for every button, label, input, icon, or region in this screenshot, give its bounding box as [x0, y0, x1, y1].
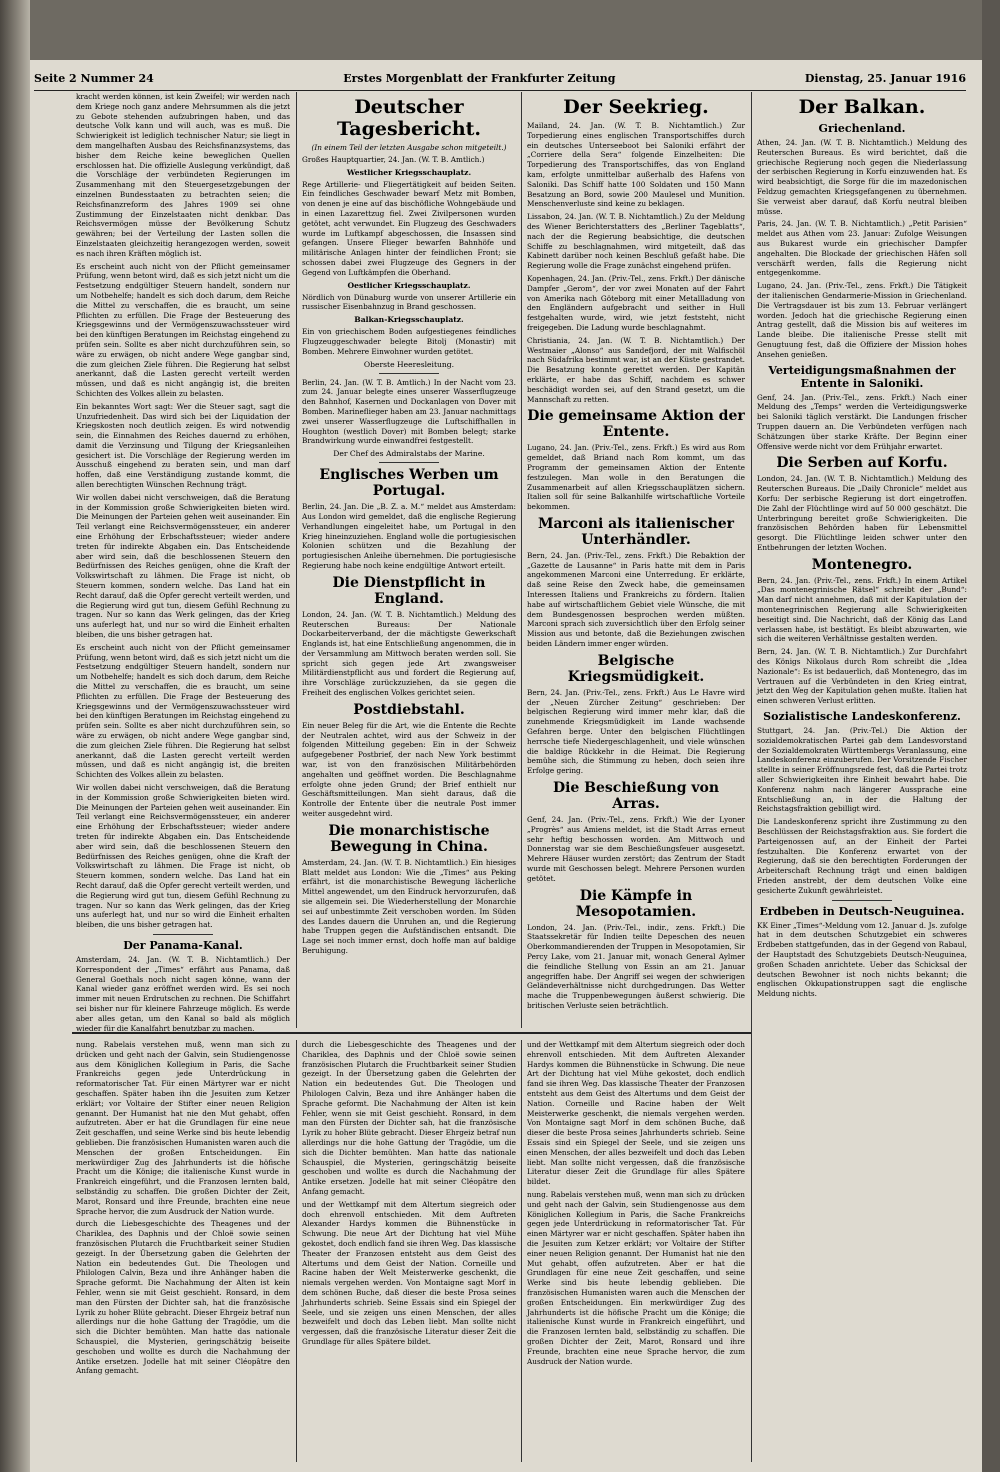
paragraph: nung. Rabelais verstehen muß, wenn man sich zu drücken und geht nach der Galvin, sein Studiengenosse aus dem Königlichen Kollegium in Paris, die Sache Frankreichs gegen jede Unterdrückung in reformatorischer Tat. Für einen Märtyrer war er nicht geschaffen. Später haben ihn die Jesuiten zum Ketzer erklärt; vor Voltaire der Stifter einer neuen Religion genannt. Der Humanist hat nie den Mut gehabt, offen aufzutreten. Aber er hat die Grundlagen für eine neue Zeit geschaffen, und seine Werke sind bis heute lebendig geblieben. Die französischen Humanisten waren auch die Menschen der großen Entscheidungen. Ein merkwürdiger Zug des Jahrhunderts ist die höfische Pracht um die Könige; die italienische Kunst wurde in Frankreich eingeführt, und die Franzosen lernten bald, selbständig zu schaffen. Die großen Dichter der Zeit, Marot, Ronsard und ihre Freunde, brachten eine neue Sprache hervor, die zum Ausdruck der Nation wurde. [76, 1040, 290, 1216]
paragraph: Ein neuer Beleg für die Art, wie die Entente die Rechte der Neutralen achtet, wird aus der Schweiz in der folgenden Mitteilung gegeben: Ein in der Schweiz aufgegebener Postbrief, der nach New York bestimmt war, ist von den französischen Militärbehörden angehalten und geöffnet worden. Die Beschlagnahme erfolgte ohne jeden Grund; der Brief enthielt nur Geschäftsmitteilungen. Man sieht daraus, daß die Kontrolle der Entente über die neutrale Post immer weiter ausgedehnt wird. [302, 720, 516, 819]
column-1 [76, 92, 290, 1033]
paragraph: Wir wollen dabei nicht verschweigen, daß die Beratung in der Kommission große Schwierigkeiten bieten wird. Die Meinungen der Parteien gehen weit auseinander. Ein Teil verlangt eine Reichsvermögenssteuer, ein anderer eine Erhöhung der Erbschaftssteuer; wieder andere treten für indirekte Abgaben ein. Das Entscheidende aber wird sein, daß die beschlossenen Steuern den Bedürfnissen des Reiches genügen, ohne die Kraft der Volkswirtschaft zu lähmen. Die Frage ist nicht, ob Steuern kommen, sondern welche. Das Land hat ein Recht darauf, daß die Opfer gerecht verteilt werden, und die Regierung wird gut tun, diesem Gefühl Rechnung zu tragen. Nur so kann das Werk gelingen, das der Krieg uns auferlegt hat, und nur so wird die Einheit erhalten bleiben, die uns bisher getragen hat. [76, 492, 290, 640]
paragraph: und der Wettkampf mit dem Altertum siegreich oder doch ehrenvoll entschieden. Mit dem Auftreten Alexander Hardys kommen die Bühnenstücke in Schwung. Die neue Art der Dichtung hat viel Mühe gekostet, doch endlich fand sie ihren Weg. Das klassische Theater der Franzosen entsteht aus dem Geist des Altertums und dem Geist der Nation. Corneille und Racine haben der Welt Meisterwerke geschenkt, die niemals vergehen werden. Von Montaigne sagt Morf in dem schönen Buche, daß dieser die beste Prosa seines Jahrhunderts schrieb. Seine Essais sind ein Spiegel der Seele, und sie zeigen uns einen Menschen, der alles bezweifelt und doch das Leben liebt. Man sollte nicht vergessen, daß die französische Literatur dieser Zeit die Grundlage für alles Spätere bildet. [302, 1199, 516, 1346]
feuilleton-col-3 [527, 1040, 745, 1460]
paragraph: Paris, 24. Jan. (W. T. B. Nichtamtlich.) „Petit Parisien“ meldet aus Athen vom 23. Januar: Zufolge Weisungen aus Bukarest wurde ein griechischer Dampfer angehalten. Die Blockade der griechischen Häfen soll verschärft werden, falls die Regierung nicht entgegenkomme. [757, 219, 967, 278]
column-3 [527, 92, 745, 1028]
section-heading: Balkan-Kriegsschauplatz. [354, 315, 464, 325]
paragraph: Bern, 24. Jan. (Priv.-Tel., zens. Frkft.) Aus Le Havre wird der „Neuen Zürcher Zeitung“ geschrieben: Der belgischen Regierung wird immer mehr klar, daß die zunehmende Kriegsmüdigkeit im Lande wachsende Gefahren berge. Unter den belgischen Flüchtlingen herrsche tiefe Niedergeschlagenheit, und viele wünschen die baldige Rückkehr in die Heimat. Die Regierung bemühe sich, die Stimmung zu heben, doch seien ihre Erfolge gering. [527, 687, 745, 776]
article-title: Erdbeben in Deutsch-Neuguinea. [759, 904, 965, 918]
article-title: Deutscher Tagesbericht. [336, 96, 482, 140]
article-title: Die monarchistische Bewegung in China. [328, 822, 490, 855]
book-spine [0, 0, 30, 1472]
article-title: Sozialistische Landeskonferenz. [763, 710, 961, 724]
article-title: Englisches Werben um Portugal. [319, 467, 499, 500]
article-title: Der Panama-Kanal. [123, 938, 243, 952]
paragraph: Kopenhagen, 24. Jan. (Priv.-Tel., zens. Frkft.) Der dänische Dampfer „Gerom“, der vor zwei Monaten auf der Fahrt von Amerika nach Göteborg mit einer Metallladung von den Engländern aufgebracht und seither in Hull festgehalten wurde, wird, wie jetzt feststeht, nicht freigegeben. Die Ladung wurde beschlagnahmt. [527, 273, 745, 332]
paragraph: Christiania, 24. Jan. (W. T. B. Nichtamtlich.) Der Westmaier „Alonso“ aus Sandefjord, der mit Walfischöl nach Südafrika bestimmt war, ist an der Küste gestrandet. Die Besatzung konnte gerettet werden. Der Kapitän erklärte, er habe das Schiff, nachdem es schwer beschädigt worden sei, auf den Strand gesetzt, um die Mannschaft zu retten. [527, 335, 745, 404]
paragraph: Berlin, 24. Jan. Die „B. Z. a. M.“ meldet aus Amsterdam: Aus London wird gemeldet, daß die englische Regierung Verhandlungen eingeleitet habe, um Portugal in den Krieg hineinzuziehen. England wolle die portugiesischen Kolonien schützen und die Bezahlung der portugiesischen Anleihe übernehmen. Die portugiesische Regierung habe noch keine endgültige Antwort erteilt. [302, 502, 516, 570]
paragraph: Wir wollen dabei nicht verschweigen, daß die Beratung in der Kommission große Schwierigkeiten bieten wird. Die Meinungen der Parteien gehen weit auseinander. Ein Teil verlangt eine Reichsvermögenssteuer, ein anderer eine Erhöhung der Erbschaftssteuer; wieder andere treten für indirekte Abgaben ein. Das Entscheidende aber wird sein, daß die beschlossenen Steuern den Bedürfnissen des Reiches genügen, ohne die Kraft der Volkswirtschaft zu lähmen. Die Frage ist nicht, ob Steuern kommen, sondern welche. Das Land hat ein Recht darauf, daß die Opfer gerecht verteilt werden, und die Regierung wird gut tun, diesem Gefühl Rechnung zu tragen. Nur so kann das Werk gelingen, das der Krieg uns auferlegt hat, und nur so wird die Einheit erhalten bleiben, die uns bisher getragen hat. [76, 782, 290, 930]
article-title: Postdiebstahl. [353, 701, 465, 718]
article-title: Die Dienstpflicht in England. [332, 574, 486, 607]
paragraph: kracht werden können, ist kein Zweifel; wir werden nach dem Kriege noch ganz andere Mehrsummen als die jetzt zu Gebote stehenden aufzubringen haben, und das deutsche Volk kann und will auch, was es muß. Die Schwierigkeit ist lediglich technischer Natur; sie liegt in dem mangelhaften Ausbau des Reichsfinanzsystems, das bisher dem Reiche keine beweglichen Quellen erschlossen hat. Die offizielle Auslegung verkündigt, daß die Vorschläge der verbündeten Regierungen im Zusammenhang mit den Steuergesetzgebungen der einzelnen Bundesstaaten zu betrachten seien; die Reichsfinanzreform des Jahres 1909 sei ohne Zustimmung der Einzelstaaten nicht denkbar. Das Reichsvermögen müsse der Bevölkerung Schutz gewähren; bei der Verteilung der Lasten sollen die Einzelstaaten gleichzeitig herangezogen werden, soweit es nach ihren Kräften möglich ist. [76, 92, 290, 258]
page-number: Seite 2 Nummer 24 [34, 72, 154, 85]
column-2 [302, 92, 516, 1028]
paragraph: Athen, 24. Jan. (W. T. B. Nichtamtlich.) Meldung des Reuterschen Bureaus. Es wird berichtet, daß die griechische Regierung noch gegen die Niederlassung der serbischen Regierung in Korfu einzuwenden hat. Es wird beabsichtigt, die Sorge für die im mazedonischen Feldzug gemachten Kriegsgefangenen zu übernehmen. Sie verweist aber darauf, daß Korfu neutral bleiben müsse. [757, 138, 967, 216]
paragraph: London, 24. Jan. (W. T. B. Nichtamtlich.) Meldung des Reuterschen Bureaus: Der Nationale Dockarbeiterverband, der die mächtigste Gewerkschaft Englands ist, hat eine Entschließung angenommen, die in der Versammlung am Mittwoch beraten werden soll. Sie spricht sich gegen jede Art zwangsweiser Militärdienstpflicht aus und fordert die Regierung auf, ihre Vorschläge zurückzuziehen, da sie gegen die Freiheit des englischen Volkes gerichtet seien. [302, 609, 516, 698]
paragraph: Stuttgart, 24. Jan. (Priv.-Tel.) Die Aktion der sozialdemokratischen Partei gab dem Landesvorstand der Sozialdemokraten Württembergs Veranlassung, eine Landeskonferenz einzuberufen. Der Vorsitzende Fischer stellte in seiner Eröffnungsrede fest, daß die Partei trotz aller Schwierigkeiten ihre Einheit bewahrt habe. Die Konferenz nahm nach längerer Aussprache eine Entschließung an, in der die Haltung der Reichstagsfraktion gebilligt wird. [757, 726, 967, 814]
newspaper-title: Erstes Morgenblatt der Frankfurter Zeitung [343, 72, 616, 85]
subtitle: (In einem Teil der letzten Ausgabe schon mitgeteilt.) [311, 143, 507, 152]
article-title: Die Kämpfe in Mesopotamien. [575, 887, 697, 920]
feuilleton-col-2 [302, 1040, 516, 1460]
article-title: Die Serben auf Korfu. [776, 455, 948, 472]
paragraph: Berlin, 24. Jan. (W. T. B. Amtlich.) In der Nacht vom 23. zum 24. Januar belegte eines unserer Wasserflugzeuge den Bahnhof, Kasernen und Dockanlagen von Dover mit Bomben. Marineflieger haben am 23. Januar nachmittags zwei unserer Wasserflugzeuge die Luftschiffhallen in Houghton (westlich Dover) mit Bomben belegt; starke Brandwirkung wurde einwandfrei festgestellt. [302, 377, 516, 446]
paragraph: KK Einer „Times“-Meldung vom 12. Januar d. Js. zufolge hat in dem deutschen Schutzgebiet ein schweres Erdbeben stattgefunden, das in der Gegend von Rabaul, der Hauptstadt des Schutzgebiets Deutsch-Neuguinea, großen Schaden anrichtete. Ueber das Schicksal der deutschen Bewohner ist noch nichts bekannt; die englischen Okkupationstruppen sagt die englische Meldung nichts. [757, 920, 967, 999]
paragraph: Amsterdam, 24. Jan. (W. T. B. Nichtamtlich.) Ein hiesiges Blatt meldet aus London: Wie die „Times“ aus Peking erfährt, ist die monarchistische Bewegung lächerliche Mittel angewendet, um den Eindruck hervorzurufen, daß sie allgemein sei. Die Wiederherstellung der Monarchie sei auf unbestimmte Zeit verschoben worden. Im Süden des Landes dauern die Unruhen an, und die Regierung habe Truppen gegen die Aufständischen entsandt. Die Lage sei noch immer ernst, doch hoffe man auf baldige Beruhigung. [302, 857, 516, 956]
article-title: Verteidigungsmaßnahmen der Entente in Saloniki. [768, 363, 956, 390]
paragraph: Die Landeskonferenz spricht ihre Zustimmung zu den Beschlüssen der Reichstagsfraktion aus. Sie fordert die Parteigenossen auf, an der Einheit der Partei festzuhalten. Die Konferenz erwartet von der Regierung, daß sie den berechtigten Forderungen der Arbeiterschaft Rechnung trägt und einen baldigen Frieden anstrebt, der dem deutschen Volke eine gesicherte Zukunft gewährleistet. [757, 817, 967, 895]
paragraph: Genf, 24. Jan. (Priv.-Tel., zens. Frkft.) Nach einer Meldung des „Temps“ werden die Verteidigungswerke bei Saloniki täglich verstärkt. Die Landungen frischer Truppen dauern an. Die Verbündeten verfügen nach Schätzungen über starke Kräfte. Der Beginn einer Offensive werde nicht vor dem Frühjahr erwartet. [757, 392, 967, 451]
paragraph: London, 24. Jan. (W. T. B. Nichtamtlich.) Meldung des Reuterschen Bureaus. Die „Daily Chronicle“ meldet aus Korfu: Der serbische Regierung ist dort eingetroffen. Die Zahl der Flüchtlinge wird auf 50 000 geschätzt. Die Unterbringung bereitet große Schwierigkeiten. Die französischen Behörden haben für Lebensmittel gesorgt. Die Flüchtlinge leiden schwer unter den Entbehrungen der letzten Wochen. [757, 474, 967, 552]
signature: Oberste Heeresleitung. [363, 359, 455, 369]
paragraph: Lugano, 24. Jan. (Priv.-Tel., zens. Frkft.) Die Tätigkeit der italienischen Gendarmerie-Mission in Griechenland. Die Vertragsdauer ist bis zum 13. Februar verlängert worden. Jedoch hat die griechische Regierung einen Antrag gestellt, daß die Mission bis auf weiteres im Lande bleibe. Die italienische Presse stellt mit Genugtuung fest, daß die Offiziere der Mission hohes Ansehen genießen. [757, 281, 967, 359]
article-title: Der Balkan. [798, 96, 926, 118]
article-title: Belgische Kriegsmüdigkeit. [567, 652, 705, 685]
paragraph: Bern, 24. Jan. (W. T. B. Nichtamtlich.) Zur Durchfahrt des Königs Nikolaus durch Rom schreibt die „Idea Nazionale“: Es ist bedauerlich, daß Montenegro, das im Vertrauen auf die Verbündeten in den Krieg eintrat, jetzt den Weg der Kapitulation gehen mußte. Italien hat einen schweren Verlust erlitten. [757, 647, 967, 706]
paragraph: und der Wettkampf mit dem Altertum siegreich oder doch ehrenvoll entschieden. Mit dem Auftreten Alexander Hardys kommen die Bühnenstücke in Schwung. Die neue Art der Dichtung hat viel Mühe gekostet, doch endlich fand sie ihren Weg. Das klassische Theater der Franzosen entsteht aus dem Geist des Altertums und dem Geist der Nation. Corneille und Racine haben der Welt Meisterwerke geschenkt, die niemals vergehen werden. Von Montaigne sagt Morf in dem schönen Buche, daß dieser die beste Prosa seines Jahrhunderts schrieb. Seine Essais sind ein Spiegel der Seele, und sie zeigen uns einen Menschen, der alles bezweifelt und doch das Leben liebt. Man sollte nicht vergessen, daß die französische Literatur dieser Zeit die Grundlage für alles Spätere bildet. [527, 1040, 745, 1187]
page-edge [982, 0, 1000, 1472]
paragraph: Es erscheint auch nicht von der Pflicht gemeinsamer Prüfung, wenn betont wird, daß es sich jetzt nicht um die Festsetzung endgültiger Steuern handelt, sondern nur um Notbehelfe; handelt es sich doch darum, dem Reiche die Mittel zu verschaffen, die es braucht, um seine Pflichten zu erfüllen. Die Frage der Besteuerung des Kriegsgewinns und der Vermögenszuwachssteuer wird bei den künftigen Beratungen im Reichstag eingehend zu prüfen sein. Sollte es aber nicht durchzuführen sein, so wäre zu erwägen, ob nicht andere Wege gangbar sind, die zum gleichen Ziele führen. Die Regierung hat selbst anerkannt, daß die Lasten gerecht verteilt werden müssen, und daß es nicht angängig ist, die breiten Schichten des Volkes allein zu belasten. [76, 261, 290, 398]
paragraph: Bern, 24. Jan. (Priv.-Tel., zens. Frkft.) Die Rebaktion der „Gazette de Lausanne“ in Paris hatte mit dem in Paris angekommenen Marconi eine Unterredung. Er erklärte, daß seine Reise den Zweck habe, die gemeinsamen Interessen Italiens und Frankreichs zu fördern. Italien habe auf wirtschaftlichem Gebiet viele Wünsche, die mit dem Bundesgenossen besprochen werden müßten. Marconi sprach sich zuversichtlich über den Erfolg seiner Mission aus und betonte, daß die Beziehungen zwischen beiden Ländern immer enger würden. [527, 550, 745, 649]
paragraph: Ein von griechischem Boden aufgestiegenes feindliches Flugzeuggeschwader belegte Bitolj (Monastir) mit Bomben. Mehrere Einwohner wurden getötet. [302, 327, 516, 356]
paragraph: Nördlich von Dünaburg wurde von unserer Artillerie ein russischer Eisenbahnzug in Brand geschossen. [302, 292, 516, 312]
paragraph: Amsterdam, 24. Jan. (W. T. B. Nichtamtlich.) Der Korrespondent der „Times“ erfährt aus Panama, daß General Goethals noch nicht sagen könne, wann der Kanal wieder ganz eröffnet werden wird. Es sei noch immer mit neuen Erdrutschen zu rechnen. Die Schiffahrt sei bisher nur für kleinere Fahrzeuge möglich. Es werde aber alles getan, um den Kanal so bald als möglich wieder für die Kanalfahrt benutzbar zu machen. [76, 954, 290, 1033]
paragraph: Lissabon, 24. Jan. (W. T. B. Nichtamtlich.) Zu der Meldung des Wiener Berichterstatters des „Berliner Tageblatts“, nach der die Regierung beabsichtige, die deutschen Schiffe zu beschlagnahmen, wird mitgeteilt, daß das Kabinett darüber noch keinen Beschluß gefaßt habe. Die Regierung wolle die Frage zunächst eingehend prüfen. [527, 212, 745, 271]
column-4 [757, 92, 967, 1462]
paragraph: nung. Rabelais verstehen muß, wenn man sich zu drücken und geht nach der Galvin, sein Studiengenosse aus dem Königlichen Kollegium in Paris, die Sache Frankreichs gegen jede Unterdrückung in reformatorischer Tat. Für einen Märtyrer war er nicht geschaffen. Später haben ihn die Jesuiten zum Ketzer erklärt; vor Voltaire der Stifter einer neuen Religion genannt. Der Humanist hat nie den Mut gehabt, offen aufzutreten. Aber er hat die Grundlagen für eine neue Zeit geschaffen, und seine Werke sind bis heute lebendig geblieben. Die französischen Humanisten waren auch die Menschen der großen Entscheidungen. Ein merkwürdiger Zug des Jahrhunderts ist die höfische Pracht um die Könige; die italienische Kunst wurde in Frankreich eingeführt, und die Franzosen lernten bald, selbständig zu schaffen. Die großen Dichter der Zeit, Marot, Ronsard und ihre Freunde, brachten eine neue Sprache hervor, die zum Ausdruck der Nation wurde. [527, 1189, 745, 1366]
article-title: Der Seekrieg. [563, 96, 709, 118]
section-heading: Westlicher Kriegsschauplatz. [346, 167, 472, 177]
article-title: Marconi als italienischer Unterhändler. [537, 515, 735, 548]
paragraph: durch die Liebesgeschichte des Theagenes und der Chariklea, des Daphnis und der Chloë sowie seinen französischen Plutarch die Fruchtbarkeit seiner Studien gezeigt. In der Übersetzung gaben die Gelehrten der Nation ein bedeutendes Gut. Die Theologen und Philologen Calvin, Beza und ihre Anhänger haben die Sprache geformt. Die Nachahmung der Alten ist kein Fehler, wenn sie mit Geist geschieht. Ronsard, in dem man den Fürsten der Dichter sah, hat die französische Lyrik zu hoher Blüte gebracht. Dieser Ehrgeiz betraf nun allerdings nur die hohe Gattung der Tragödie, um die sich die Dichter bemühten. Man hatte das nationale Schauspiel, die Mysterien, geringschätzig beiseite geschoben und wollte es durch die Nachahmung der Antike ersetzen. Jodelle hat mit seiner Cléopâtre den Anfang gemacht. [76, 1219, 290, 1376]
article-title: Montenegro. [811, 556, 913, 573]
paragraph: Mailand, 24. Jan. (W. T. B. Nichtamtlich.) Zur Torpedierung eines englischen Transportschiffes durch ein deutsches Unterseeboot bei Saloniki erfährt der „Corriere della Sera“ folgende Einzelheiten: Die Torpedierung des Transportschiffes, das von England kam, erfolgte unmittelbar außerhalb des Hafens von Saloniki. Das Schiff hatte 100 Soldaten und 150 Mann Besatzung an Bord, sowie 200 Maulesel und Munition. Menschenverluste sind keine zu beklagen. [527, 121, 745, 209]
paragraph: Großes Hauptquartier, 24. Jan. (W. T. B. Amtlich.) [302, 154, 485, 164]
paragraph: Bern, 24. Jan. (Priv.-Tel., zens. Frkft.) In einem Artikel „Das montenegrinische Rätsel“ schreibt der „Bund“: Man darf nicht annehmen, daß mit der Kapitulation der montenegrinischen Regierung alle Schwierigkeiten beseitigt sind. Die Nachricht, daß der König das Land verlassen habe, ist bestätigt. Es bleibt abzuwarten, wie sich die weiteren Verhältnisse gestalten werden. [757, 575, 967, 644]
page-header [34, 72, 966, 91]
paragraph: durch die Liebesgeschichte des Theagenes und der Chariklea, des Daphnis und der Chloë sowie seinen französischen Plutarch die Fruchtbarkeit seiner Studien gezeigt. In der Übersetzung gaben die Gelehrten der Nation ein bedeutendes Gut. Die Theologen und Philologen Calvin, Beza und ihre Anhänger haben die Sprache geformt. Die Nachahmung der Alten ist kein Fehler, wenn sie mit Geist geschieht. Ronsard, in dem man den Fürsten der Dichter sah, hat die französische Lyrik zu hoher Blüte gebracht. Dieser Ehrgeiz betraf nun allerdings nur die hohe Gattung der Tragödie, um die sich die Dichter bemühten. Man hatte das nationale Schauspiel, die Mysterien, geringschätzig beiseite geschoben und wollte es durch die Nachahmung der Antike ersetzen. Jodelle hat mit seiner Cléopâtre den Anfang gemacht. [302, 1040, 516, 1196]
paragraph: Ein bekanntes Wort sagt: Wer die Steuer sagt, sagt die Unzufriedenheit. Das wird sich bei der Liquidation der Kriegskosten noch deutlich zeigen. Es wird notwendig sein, die Einnahmen des Reiches dauernd zu erhöhen, damit die Verzinsung und Tilgung der Kriegsanleihen gesichert ist. Die Vorschläge der Regierung werden im Ausschuß eingehend zu beraten sein, und man darf hoffen, daß eine Verständigung zustande kommt, die allen berechtigten Wünschen Rechnung trägt. [76, 401, 290, 490]
article-title: Die Beschießung von Arras. [552, 780, 720, 813]
feuilleton-col-1 [76, 1040, 290, 1460]
section-heading: Oestlicher Kriegsschauplatz. [347, 280, 471, 290]
section-heading: Griechenland. [818, 122, 906, 135]
paragraph: Es erscheint auch nicht von der Pflicht gemeinsamer Prüfung, wenn betont wird, daß es sich jetzt nicht um die Festsetzung endgültiger Steuern handelt, sondern nur um Notbehelfe; handelt es sich doch darum, dem Reiche die Mittel zu verschaffen, die es braucht, um seine Pflichten zu erfüllen. Die Frage der Besteuerung des Kriegsgewinns und der Vermögenszuwachssteuer wird bei den künftigen Beratungen im Reichstag eingehend zu prüfen sein. Sollte es aber nicht durchzuführen sein, so wäre zu erwägen, ob nicht andere Wege gangbar sind, die zum gleichen Ziele führen. Die Regierung hat selbst anerkannt, daß die Lasten gerecht verteilt werden müssen, und daß es nicht angängig ist, die breiten Schichten des Volkes allein zu belasten. [76, 642, 290, 780]
signature: Der Chef des Admiralstabs der Marine. [333, 449, 485, 459]
paragraph: London, 24. Jan. (Priv.-Tel., indir., zens. Frkft.) Die Staatssekretär für Indien teilte Depeschen des neuen Oberkommandierenden der Truppen in Mesopotamien, Sir Percy Lake, vom 21. Januar mit, wonach General Aylmer die feindliche Stellung von Essin an am 21. Januar angegriffen habe. Der Angriff sei wegen der schwierigen Geländeverhältnisse nicht durchgedrungen. Das Wetter mache die Truppenbewegungen äußerst schwierig. Die britischen Verluste seien beträchtlich. [527, 922, 745, 1010]
paragraph: Genf, 24. Jan. (Priv.-Tel., zens. Frkft.) Wie der Lyoner „Progrès“ aus Amiens meldet, ist die Stadt Arras erneut sehr heftig beschossen worden. Am Mittwoch und Donnerstag war sie dem Beschießungsfeuer ausgesetzt. Mehrere Häuser wurden zerstört; das Zentrum der Stadt wurde mit Geschossen belegt. Mehrere Personen wurden getötet. [527, 815, 745, 883]
paragraph: Lugano, 24. Jan. (Priv.-Tel., zens. Frkft.) Es wird aus Rom gemeldet, daß Briand nach Rom kommt, um das Programm der gemeinsamen Aktion der Entente festzulegen. Man wolle in den Beratungen die Zusammenarbeit auf allen Kriegsschauplätzen sichern. Italien soll für seine Balkanhilfe wirtschaftliche Vorteile bekommen. [527, 443, 745, 512]
article-title: Die gemeinsame Aktion der Entente. [527, 408, 745, 441]
paragraph: Rege Artillerie- und Fliegertätigkeit auf beiden Seiten. Ein feindliches Geschwader bewarf Metz mit Bomben, von denen je eine auf das bischöfliche Wohngebäude und in einen Lazarettzug fiel. Zwei Zivilpersonen wurden getötet, acht verwundet. Ein Flugzeug des Geschwaders wurde im Luftkampf abgeschossen, die Insassen sind gefangen. Unsere Flieger bewarfen Bahnhöfe und militärische Anlagen hinter der feindlichen Front; sie schossen dabei zwei Flugzeuge des Gegners in der Gegend von Luftkämpfen die Oberhand. [302, 179, 516, 277]
issue-date: Dienstag, 25. Januar 1916 [804, 72, 966, 85]
